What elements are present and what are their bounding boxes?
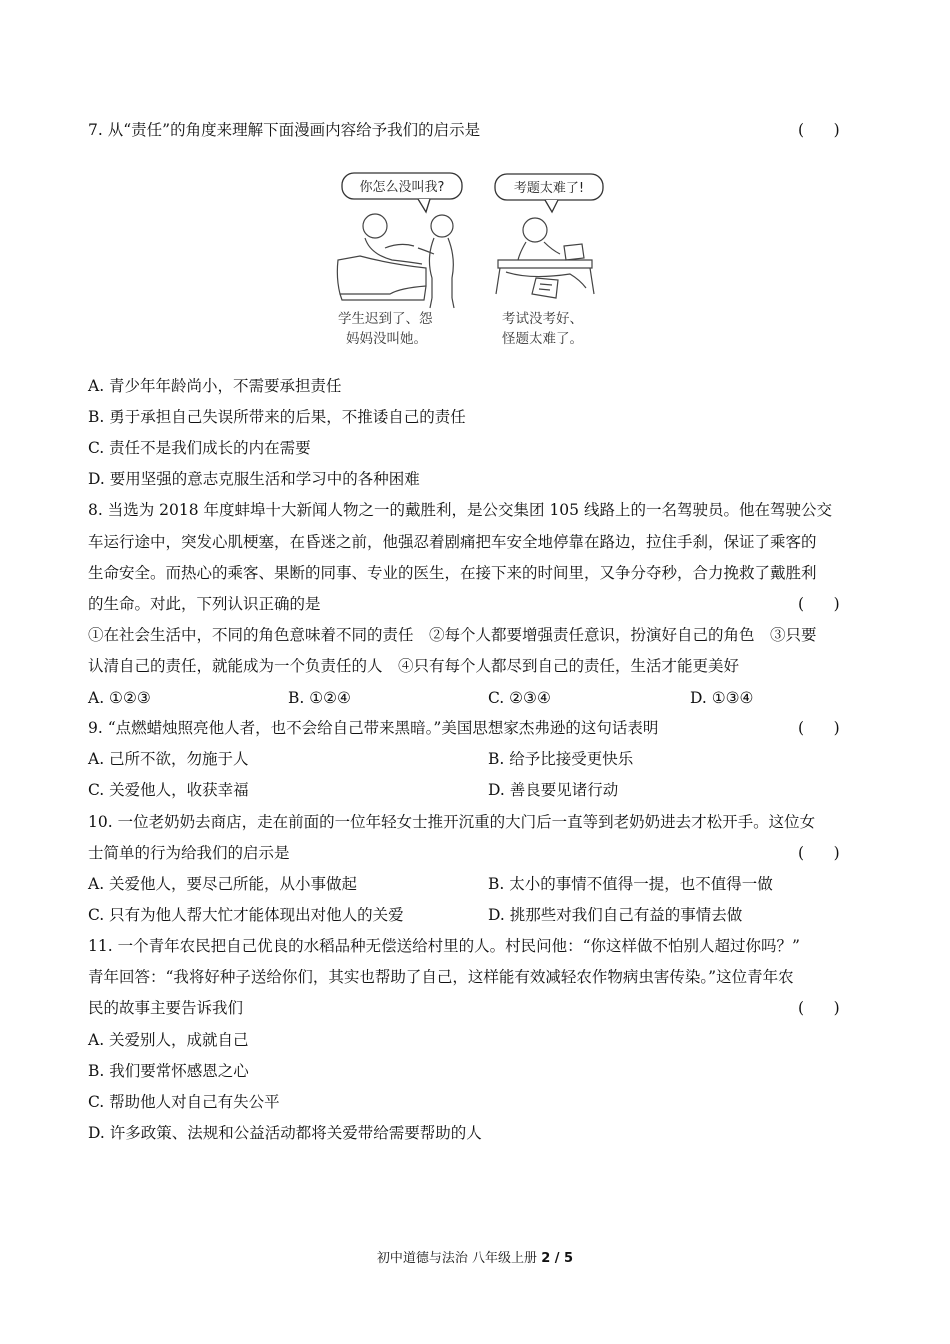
q10-line1: 10. 一位老奶奶去商店，走在前面的一位年轻女士推开沉重的大门后一直等到老奶奶进去才松开手。这位女	[88, 813, 816, 831]
q8-option-d: D. ①③④	[690, 689, 754, 707]
q11-option-d: D. 许多政策、法规和公益活动都将关爱带给需要帮助的人	[88, 1124, 482, 1142]
bed-scene-drawing	[337, 214, 454, 308]
q7-answer-paren: ( )	[798, 121, 840, 139]
right-bubble-text: 考题太难了!	[513, 181, 585, 196]
q9-option-b: B. 给予比接受更快乐	[488, 750, 634, 768]
q7-cartoon	[330, 168, 620, 358]
q9-option-d: D. 善良要见诸行动	[488, 781, 619, 799]
right-caption-line1: 考试没考好、	[502, 311, 583, 327]
q8-line2: 车运行途中，突发心肌梗塞，在昏迷之前，他强忍着剧痛把车安全地停靠在路边，拉住手刹，保证了乘客的	[88, 533, 817, 551]
q8-option-b: B. ①②④	[288, 689, 351, 707]
q8-line3: 生命安全。而热心的乘客、果断的同事、专业的医生，在接下来的时间里，又争分夺秒，合力挽救了戴胜利	[88, 564, 817, 582]
q7-option-a: A. 青少年年龄尚小，不需要承担责任	[88, 377, 342, 395]
q8-statements-line2: 认清自己的责任，就能成为一个负责任的人 ④只有每个人都尽到自己的责任，生活才能更美好	[88, 657, 740, 675]
q11-option-a: A. 关爱别人，成就自己	[88, 1031, 249, 1049]
q11-answer-paren: ( )	[798, 999, 840, 1017]
q11-line3: 民的故事主要告诉我们	[88, 999, 244, 1017]
q8-option-c: C. ②③④	[488, 689, 551, 707]
left-caption-line1: 学生迟到了、怨	[338, 311, 433, 327]
q8-statements-line1: ①在社会生活中，不同的角色意味着不同的责任 ②每个人都要增强责任意识，扮演好自己的角色 ③只要	[88, 626, 817, 644]
q10-option-c: C. 只有为他人帮大忙才能体现出对他人的关爱	[88, 906, 404, 924]
q9-stem: 9. “点燃蜡烛照亮他人者，也不会给自己带来黑暗。”美国思想家杰弗逊的这句话表明	[88, 719, 659, 737]
q8-line1: 8. 当选为 2018 年度蚌埠十大新闻人物之一的戴胜利，是公交集团 105 线路上的一名驾驶员。他在驾驶公交	[88, 501, 832, 519]
left-caption-line2: 妈妈没叫她。	[346, 331, 427, 347]
q10-answer-paren: ( )	[798, 844, 840, 862]
q8-answer-paren: ( )	[798, 595, 840, 613]
q10-option-b: B. 太小的事情不值得一提，也不值得一做	[488, 875, 773, 893]
q9-answer-paren: ( )	[798, 719, 840, 737]
q11-line1: 11. 一个青年农民把自己优良的水稻品种无偿送给村里的人。村民问他：“你这样做不怕别人超过你吗？”	[88, 937, 800, 955]
q7-option-b: B. 勇于承担自己失误所带来的后果，不推诿自己的责任	[88, 408, 466, 426]
desk-scene-drawing	[496, 218, 594, 298]
q11-option-b: B. 我们要常怀感恩之心	[88, 1062, 249, 1080]
right-caption-line2: 怪题太难了。	[502, 331, 583, 347]
q9-option-c: C. 关爱他人，收获幸福	[88, 781, 249, 799]
q10-option-a: A. 关爱他人，要尽己所能，从小事做起	[88, 875, 358, 893]
page-number: 2 / 5	[541, 1251, 574, 1266]
q10-option-d: D. 挑那些对我们自己有益的事情去做	[488, 906, 743, 924]
q11-line2: 青年回答：“我将好种子送给你们，其实也帮助了自己，这样能有效减轻农作物病虫害传染。”这位青年农	[88, 968, 794, 986]
q8-option-a: A. ①②③	[88, 689, 151, 707]
q7-option-d: D. 要用坚强的意志克服生活和学习中的各种困难	[88, 470, 420, 488]
q7-stem: 7. 从“责任”的角度来理解下面漫画内容给予我们的启示是	[88, 121, 481, 139]
q7-option-c: C. 责任不是我们成长的内在需要	[88, 439, 311, 457]
q11-option-c: C. 帮助他人对自己有失公平	[88, 1093, 280, 1111]
left-bubble-text: 你怎么没叫我?	[359, 180, 445, 195]
q10-line2: 士简单的行为给我们的启示是	[88, 844, 290, 862]
q8-line4: 的生命。对此，下列认识正确的是	[88, 595, 321, 613]
q9-option-a: A. 己所不欲，勿施于人	[88, 750, 249, 768]
page-footer	[0, 1247, 950, 1266]
footer-label: 初中道德与法治 八年级上册	[376, 1251, 538, 1266]
